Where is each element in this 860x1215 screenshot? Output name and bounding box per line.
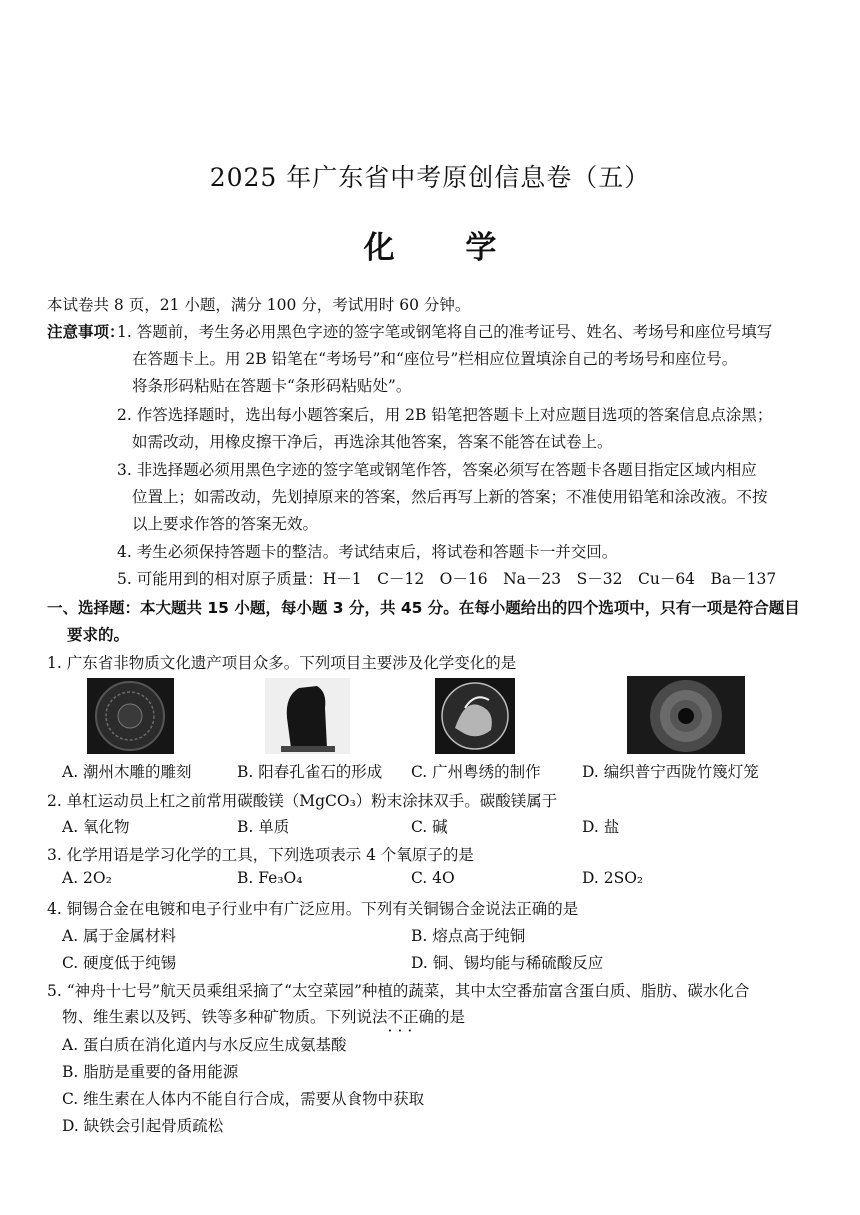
q5-option-a[interactable]: A. 蛋白质在消化道内与水反应生成氨基酸 (62, 1036, 347, 1054)
q2-option-c[interactable]: C. 碱 (411, 818, 448, 836)
exam-title: 2025 年广东省中考原创信息卷（五） (209, 163, 651, 192)
intro-text: 本试卷共 8 页，21 小题，满分 100 分，考试用时 60 分钟。 (47, 296, 471, 314)
notice-3-line-1: 3. 非选择题必须用黑色字迹的签字笔或钢笔作答，答案必须写在答题卡各题目指定区域内相应 (117, 461, 757, 479)
notice-1-line-1: 1. 答题前，考生务必用黑色字迹的签字笔或钢笔将自己的准考证号、姓名、考场号和座位号填写 (117, 323, 773, 341)
q5-emphasis-text: 不正确 (387, 1008, 435, 1026)
notice-4: 4. 考生必须保持答题卡的整洁。考试结束后，将试卷和答题卡一并交回。 (117, 543, 618, 561)
q5-stem-pre: 物、维生素以及钙、铁等多种矿物质。下列说法 (62, 1008, 388, 1026)
q5-stem-line-2 (62, 1005, 466, 1040)
q5-stem-post: 的是 (434, 1008, 466, 1026)
notice-3-line-2: 位置上；如需改动，先划掉原来的答案，然后再写上新的答案；不准使用铅笔和涂改液。不按 (132, 488, 768, 506)
subject-title: 化 学 (363, 230, 527, 266)
q2-stem: 2. 单杠运动员上杠之前常用碳酸镁（MgCO₃）粉末涂抹双手。碳酸镁属于 (47, 792, 558, 810)
emphasis-dots: ··· (387, 1022, 418, 1040)
q1-option-b[interactable]: B. 阳春孔雀石的形成 (237, 763, 383, 781)
notice-2-line-1: 2. 作答选择题时，选出每小题答案后，用 2B 铅笔把答题卡上对应题目选项的答案信息点涂黑； (117, 406, 773, 424)
q4-option-d[interactable]: D. 铜、锡均能与稀硫酸反应 (411, 954, 604, 972)
q4-option-c[interactable]: C. 硬度低于纯锡 (62, 954, 177, 972)
q2-option-d[interactable]: D. 盐 (582, 818, 620, 836)
q1-image-a-wood-carving (87, 678, 174, 754)
q5-option-b[interactable]: B. 脂肪是重要的备用能源 (62, 1063, 239, 1081)
q4-option-b[interactable]: B. 熔点高于纯铜 (411, 927, 526, 945)
q3-option-b[interactable]: B. Fe₃O₄ (237, 869, 303, 887)
notice-1-line-3: 将条形码粘贴在答题卡“条形码粘贴处”。 (132, 377, 412, 395)
notice-1-line-2: 在答题卡上。用 2B 铅笔在“考场号”和“座位号”栏相应位置填涂自己的考场号和座位号。 (132, 350, 738, 368)
q5-option-d[interactable]: D. 缺铁会引起骨质疏松 (62, 1117, 224, 1135)
q1-image-b-malachite (265, 678, 350, 754)
q3-stem: 3. 化学用语是学习化学的工具，下列选项表示 4 个氧原子的是 (47, 846, 474, 864)
notice-2-line-2: 如需改动，用橡皮擦干净后，再选涂其他答案，答案不能答在试卷上。 (132, 433, 613, 451)
q3-option-c[interactable]: C. 4O (411, 869, 455, 887)
q5-emphasis-word (387, 1008, 435, 1040)
q1-image-c-embroidery (435, 678, 515, 754)
q1-stem: 1. 广东省非物质文化遗产项目众多。下列项目主要涉及化学变化的是 (47, 654, 517, 672)
q5-option-c[interactable]: C. 维生素在人体内不能自行合成，需要从食物中获取 (62, 1090, 425, 1108)
q1-option-d[interactable]: D. 编织普宁西陇竹篾灯笼 (582, 763, 759, 781)
q3-option-d[interactable]: D. 2SO₂ (582, 869, 644, 887)
notice-3-line-3: 以上要求作答的答案无效。 (132, 515, 319, 533)
q2-option-a[interactable]: A. 氧化物 (62, 818, 130, 836)
q5-stem-line-1: 5. “神舟十七号”航天员乘组采摘了“太空菜园”种植的蔬菜，其中太空番茄富含蛋白质、脂肪、碳水化合 (47, 982, 750, 1000)
q4-option-a[interactable]: A. 属于金属材料 (62, 927, 177, 945)
q2-option-b[interactable]: B. 单质 (237, 818, 290, 836)
q1-option-c[interactable]: C. 广州粤绣的制作 (411, 763, 541, 781)
q1-option-a[interactable]: A. 潮州木雕的雕刻 (62, 763, 192, 781)
notice-label: 注意事项： (47, 323, 125, 341)
section-1-heading-cont: 要求的。 (67, 626, 130, 644)
notice-5: 5. 可能用到的相对原子质量：H－1 C－12 O－16 Na－23 S－32 Cu－64 Ba－137 (117, 570, 777, 588)
section-1-heading: 一、选择题：本大题共 15 小题，每小题 3 分，共 45 分。在每小题给出的四个选项中，只有一项是符合题目 (47, 599, 800, 617)
q1-image-d-bamboo-lantern (627, 676, 745, 754)
q4-stem: 4. 铜锡合金在电镀和电子行业中有广泛应用。下列有关铜锡合金说法正确的是 (47, 900, 579, 918)
q3-option-a[interactable]: A. 2O₂ (62, 869, 112, 887)
